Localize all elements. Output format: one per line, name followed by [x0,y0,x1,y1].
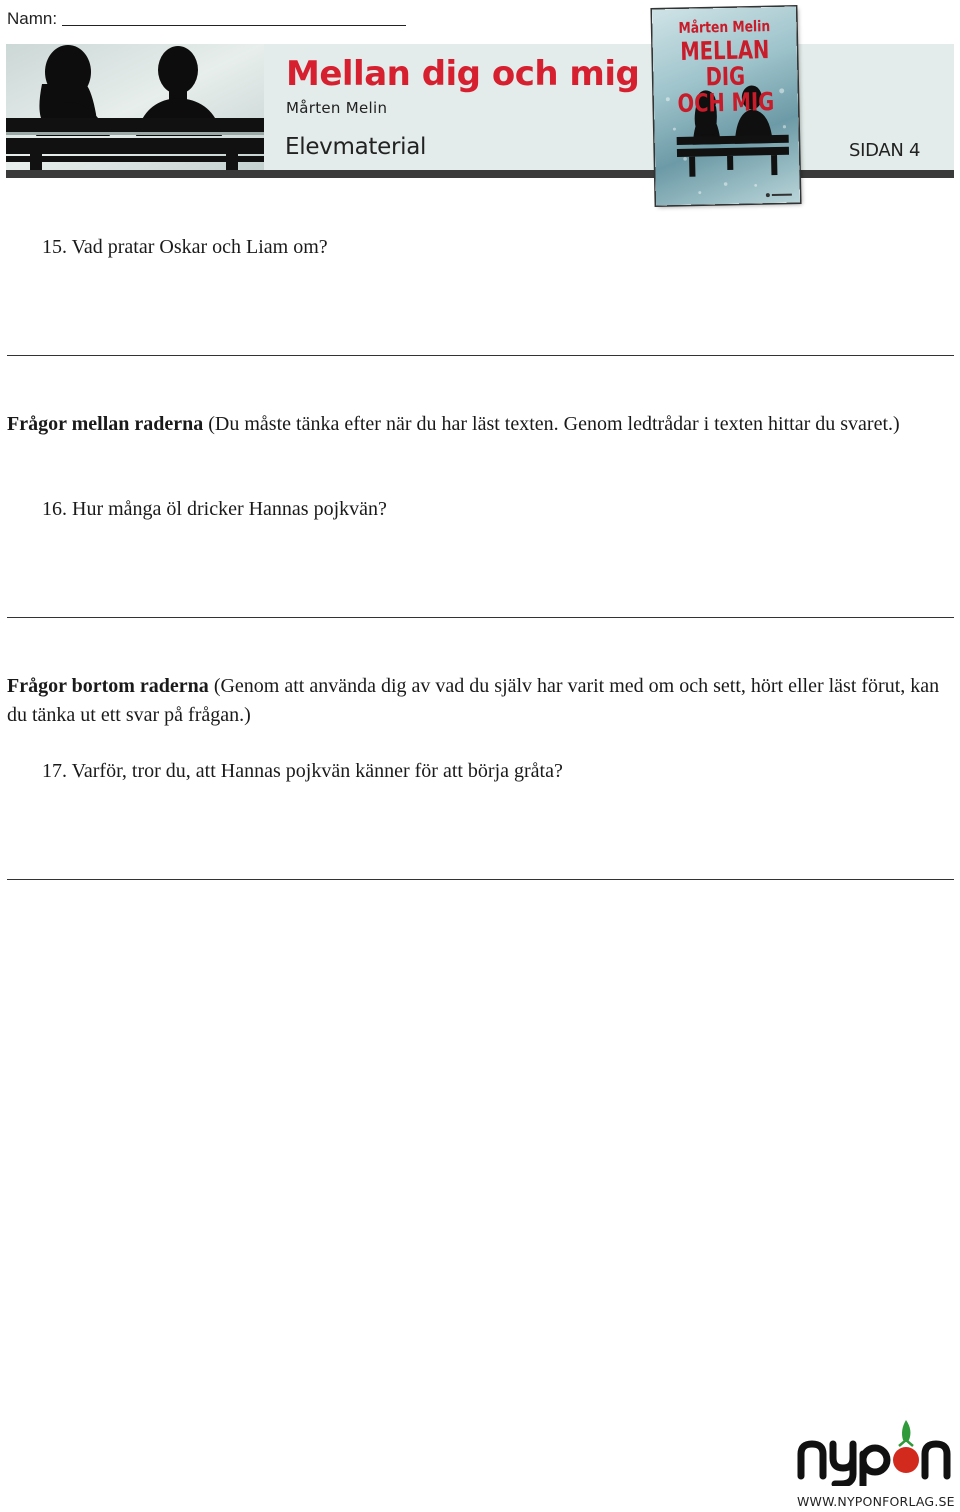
page-indicator [849,140,920,161]
silhouette-photo [6,44,264,170]
header-rule [6,170,954,178]
question-text: Hur många öl dricker Hannas pojkvän? [72,498,387,520]
nypon-logo [795,1416,955,1486]
section-heading: Frågor bortom raderna [7,675,209,697]
question-15 [42,236,328,259]
question-number: 16. [42,498,67,520]
book-author: Mårten Melin [286,99,388,117]
cover-title: MELLAN DIG OCH MIG [677,35,775,119]
question-number: 17. [42,760,67,782]
answer-line-15[interactable] [7,355,954,356]
question-text: Vad pratar Oskar och Liam om? [71,236,328,258]
rosehip-logo-icon [795,1416,955,1486]
section-heading: Frågor mellan raderna [7,413,204,435]
name-label: Namn: [7,9,58,28]
book-cover-image [652,7,800,206]
section-instruction: (Du måste tänka efter när du har läst texten. Genom ledtrådar i texten hittar du svaret.) [208,413,900,435]
name-field-line[interactable] [62,25,406,26]
question-17 [42,760,563,783]
section-instruction: (Genom att använda dig av vad du själv har varit med om och sett, hört eller läst förut, kan du tänka ut ett svar på frågan.) [7,675,940,726]
book-title: Mellan dig och mig [286,54,640,94]
material-subtitle: Elevmaterial [285,134,427,160]
answer-line-17[interactable] [7,879,954,880]
section-between-lines [7,410,959,439]
question-16 [42,498,387,521]
publisher-website[interactable]: WWW.NYPONFORLAG.SE [797,1494,955,1509]
page-number: 4 [908,140,921,161]
question-number: 15. [42,236,67,258]
couple-on-bench-image [6,44,264,170]
question-text: Varför, tror du, att Hannas pojkvän känner för att börja gråta? [71,760,563,782]
cover-author: Mårten Melin [678,17,771,37]
page-prefix: SIDAN [849,140,904,161]
answer-line-16[interactable] [7,617,954,618]
section-beyond-lines [7,672,959,730]
